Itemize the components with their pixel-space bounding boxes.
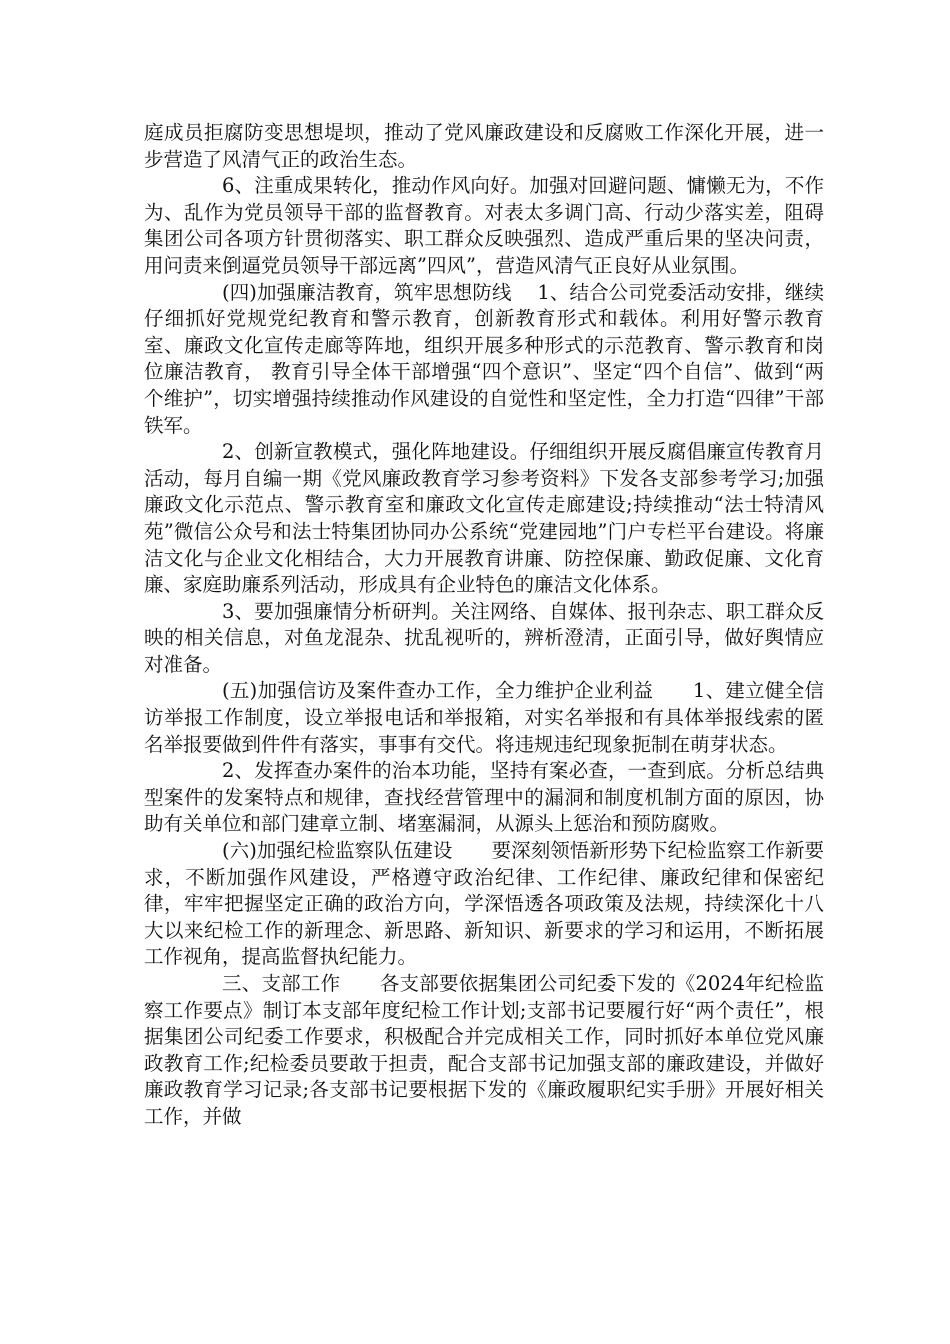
paragraph-section-4: (四)加强廉洁教育，筑牢思想防线 1、结合公司党委活动安排，继续仔细抓好党规党纪教育和警示教育，创新教育形式和载体。利用好警示教育室、廉政文化宣传走廊等阵地，组织开展多种形式的示范教育、警示教育和岗位廉洁教育， 教育引导全体干部增强“四个意识”、坚定“四个自信”、做到“两个维护”，切实增强持续推动作风建设的自觉性和坚定性，全力打造“四律”干部铁军。 — [144, 280, 824, 437]
paragraph-section-4-item-2: 2、创新宣教模式，强化阵地建设。仔细组织开展反腐倡廉宣传教育月活动，每月自编一期《党风廉政教育学习参考资料》下发各支部参考学习;加强廉政文化示范点、警示教育室和廉政文化宣传走廊建设;持续推动“法士特清风苑”微信公众号和法士特集团协同办公系统“党建园地”门户专栏平台建设。将廉洁文化与企业文化相结合，大力开展教育讲廉、防控保廉、勤政促廉、文化育廉、家庭助廉系列活动，形成具有企业特色的廉洁文化体系。 — [144, 440, 824, 597]
paragraph-section-6: (六)加强纪检监察队伍建设 要深刻领悟新形势下纪检监察工作新要求，不断加强作风建设，严格遵守政治纪律、工作纪律、廉政纪律和保密纪律，牢牢把握坚定正确的政治方向，学深悟透各项政策及法规，持续深化十八大以来纪检工作的新理念、新思路、新知识、新要求的学习和运用，不断拓展工作视角，提高监督执纪能力。 — [144, 839, 824, 969]
paragraph-section-4-item-3: 3、要加强廉情分析研判。关注网络、自媒体、报刊杂志、职工群众反映的相关信息，对鱼龙混杂、扰乱视听的，辨析澄清，正面引导，做好舆情应对准备。 — [144, 599, 824, 676]
paragraph-part-3: 三、支部工作 各支部要依据集团公司纪委下发的《2024年纪检监察工作要点》制订本支部年度纪检工作计划;支部书记要履行好“两个责任”，根据集团公司纪委工作要求，积极配合并完成相关工作，同时抓好本单位党风廉政教育工作;纪检委员要敢于担责，配合支部书记加强支部的廉政建设，并做好廉政教育学习记录;各支部书记要根据下发的《廉政履职纪实手册》开展好相关工作，并做 — [144, 972, 824, 1128]
paragraph-section-5-item-2: 2、发挥查办案件的治本功能，坚持有案必查，一查到底。分析总结典型案件的发案特点和规律，查找经营管理中的漏洞和制度机制方面的原因，协助有关单位和部门建章立制、堵塞漏洞，从源头上惩治和预防腐败。 — [144, 759, 824, 836]
paragraph-item-6: 6、注重成果转化，推动作风向好。加强对回避问题、慵懒无为，不作为、乱作为党员领导干部的监督教育。对表太多调门高、行动少落实差，阻碍集团公司各项方针贯彻落实、职工群众反映强烈、造成严重后果的坚决问责，用问责来倒逼党员领导干部远离”四风”，营造风清气正良好从业氛围。 — [144, 174, 824, 277]
paragraph-continuation: 庭成员拒腐防变思想堤坝，推动了党风廉政建设和反腐败工作深化开展，进一步营造了风清气正的政治生态。 — [144, 121, 824, 171]
paragraph-section-5: (五)加强信访及案件查办工作，全力维护企业利益 1、建立健全信访举报工作制度，设立举报电话和举报箱，对实名举报和有具体举报线索的匿名举报要做到件件有落实，事事有交代。将违规违纪现象扼制在萌芽状态。 — [144, 679, 824, 756]
document-body — [144, 120, 824, 1131]
